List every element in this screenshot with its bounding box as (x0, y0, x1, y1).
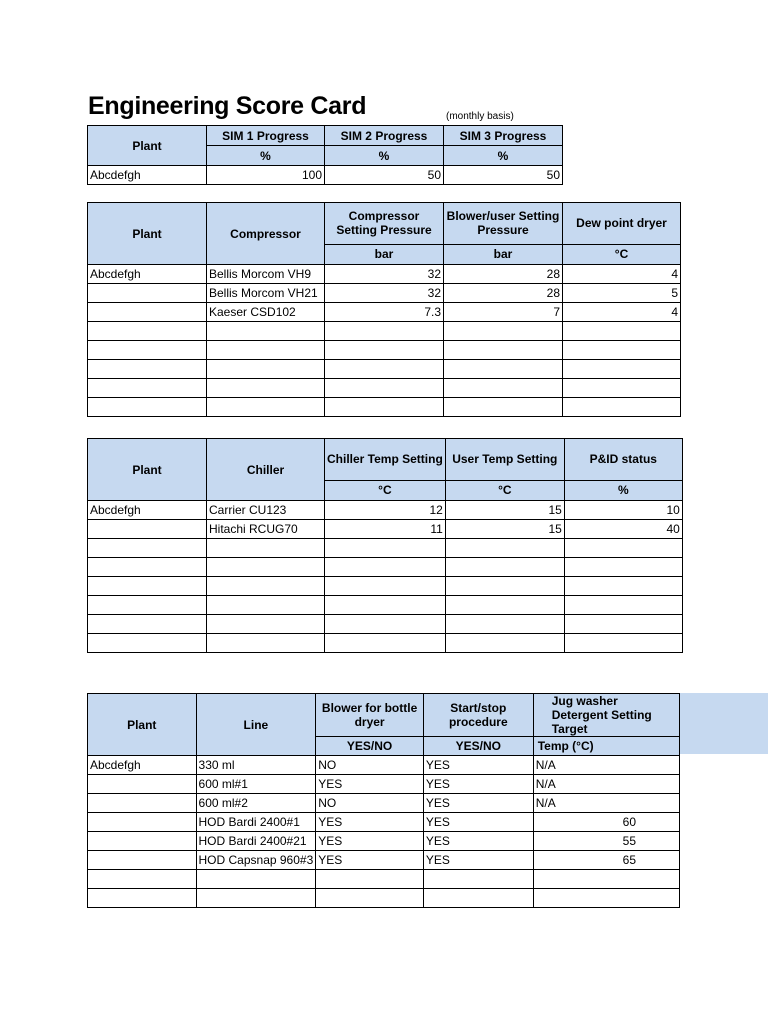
cell-value (533, 870, 679, 889)
table-row (88, 596, 683, 615)
table-row (88, 775, 680, 794)
header-user-temp: User Temp Setting (445, 439, 564, 481)
table-row (88, 851, 680, 870)
header-plant: Plant (88, 126, 207, 166)
cell-value (444, 360, 563, 379)
cell-value: 32 (325, 284, 444, 303)
cell-value: 50 (325, 166, 444, 185)
cell-value (325, 615, 446, 634)
cell-value (325, 596, 446, 615)
cell-value: NO (316, 794, 424, 813)
cell-item (207, 398, 325, 417)
cell-plant (88, 615, 207, 634)
header-blower-setting: Blower/user Setting Pressure (444, 203, 563, 245)
cell-value (445, 634, 564, 653)
cell-plant (88, 596, 207, 615)
unit-cell: % (325, 146, 444, 166)
cell-value: 12 (325, 501, 446, 520)
cell-value: 55 (533, 832, 679, 851)
cell-value: YES (423, 775, 533, 794)
header-pid-status: P&ID status (564, 439, 682, 481)
cell-plant (88, 341, 207, 360)
cell-plant (88, 520, 207, 539)
cell-value (444, 341, 563, 360)
cell-item: Bellis Morcom VH21 (207, 284, 325, 303)
unit-cell: % (444, 146, 563, 166)
cell-value: 11 (325, 520, 446, 539)
cell-plant (88, 794, 197, 813)
compressor-table (87, 202, 681, 417)
cell-value (564, 539, 682, 558)
header-plant: Plant (88, 694, 197, 756)
cell-value (445, 596, 564, 615)
cell-value (325, 360, 444, 379)
cell-plant (88, 360, 207, 379)
table-row (88, 813, 680, 832)
unit-cell: % (207, 146, 325, 166)
header-start-stop: Start/stop procedure (423, 694, 533, 737)
cell-value: N/A (533, 756, 679, 775)
cell-value (325, 558, 446, 577)
unit-cell: bar (325, 244, 444, 264)
cell-value (445, 615, 564, 634)
table-row (88, 634, 683, 653)
cell-item: 600 ml#2 (196, 794, 316, 813)
cell-value (564, 558, 682, 577)
table-row (88, 794, 680, 813)
page-title: Engineering Score Card (88, 92, 367, 120)
table-row (88, 166, 563, 185)
cell-item (196, 889, 316, 908)
cell-value (564, 577, 682, 596)
cell-item: Carrier CU123 (207, 501, 325, 520)
cell-item (207, 322, 325, 341)
cell-value: 32 (325, 265, 444, 284)
table-row (88, 832, 680, 851)
cell-plant: Abcdefgh (88, 265, 207, 284)
cell-item: Hitachi RCUG70 (207, 520, 325, 539)
header-plant: Plant (88, 203, 207, 265)
cell-item (207, 360, 325, 379)
cell-value (564, 634, 682, 653)
cell-plant (88, 889, 197, 908)
header-sim1: SIM 1 Progress (207, 126, 325, 146)
table-row (88, 341, 681, 360)
table-row (88, 520, 683, 539)
header-compressor-setting: Compressor Setting Pressure (325, 203, 444, 245)
cell-plant (88, 539, 207, 558)
cell-plant (88, 379, 207, 398)
table-row (88, 539, 683, 558)
cell-value: 5 (563, 284, 681, 303)
line-table (87, 693, 680, 908)
cell-item: Bellis Morcom VH9 (207, 265, 325, 284)
cell-value (325, 577, 446, 596)
cell-value (563, 322, 681, 341)
cell-value: NO (316, 756, 424, 775)
cell-value (444, 379, 563, 398)
cell-item (207, 379, 325, 398)
table-row (88, 303, 681, 322)
cell-plant (88, 322, 207, 341)
table-row (88, 577, 683, 596)
unit-cell: Temp (°C) (533, 737, 679, 756)
cell-value (325, 539, 446, 558)
overflow-header-cell (680, 693, 768, 754)
cell-value (564, 615, 682, 634)
table-row (88, 398, 681, 417)
cell-plant (88, 813, 197, 832)
cell-value: 100 (207, 166, 325, 185)
cell-value: YES (316, 851, 424, 870)
cell-value (316, 870, 424, 889)
cell-plant (88, 284, 207, 303)
table-row (88, 615, 683, 634)
unit-cell: YES/NO (316, 737, 424, 756)
cell-value (423, 870, 533, 889)
cell-value: 28 (444, 284, 563, 303)
table-row (88, 265, 681, 284)
cell-item (207, 615, 325, 634)
chiller-table (87, 438, 683, 653)
cell-value: 28 (444, 265, 563, 284)
cell-value (444, 398, 563, 417)
cell-plant (88, 398, 207, 417)
cell-plant (88, 832, 197, 851)
cell-item (207, 341, 325, 360)
cell-value (445, 539, 564, 558)
cell-value: YES (423, 813, 533, 832)
cell-value: YES (423, 794, 533, 813)
cell-value (563, 379, 681, 398)
cell-plant: Abcdefgh (88, 501, 207, 520)
cell-value (325, 379, 444, 398)
cell-value: YES (316, 832, 424, 851)
table-row (88, 889, 680, 908)
cell-plant (88, 577, 207, 596)
period-note: (monthly basis) (446, 111, 514, 122)
unit-cell: °C (563, 244, 681, 264)
cell-plant (88, 634, 207, 653)
cell-value: YES (316, 775, 424, 794)
table-row (88, 360, 681, 379)
table-row (88, 870, 680, 889)
table-row (88, 379, 681, 398)
table-row (88, 558, 683, 577)
table-row (88, 284, 681, 303)
header-chiller-temp: Chiller Temp Setting (325, 439, 446, 481)
header-dew-point: Dew point dryer (563, 203, 681, 245)
cell-value (564, 596, 682, 615)
header-blower-bottle-dryer: Blower for bottle dryer (316, 694, 424, 737)
cell-value: 7 (444, 303, 563, 322)
cell-item (207, 539, 325, 558)
cell-plant (88, 303, 207, 322)
cell-value: 15 (445, 501, 564, 520)
cell-value: YES (316, 813, 424, 832)
cell-value: 4 (563, 265, 681, 284)
cell-value: 15 (445, 520, 564, 539)
cell-value (563, 360, 681, 379)
cell-value (445, 558, 564, 577)
cell-item: HOD Bardi 2400#21 (196, 832, 316, 851)
table-row (88, 322, 681, 341)
cell-item (207, 558, 325, 577)
cell-plant: Abcdefgh (88, 756, 197, 775)
header-jug-washer: Jug washer Detergent Setting Target (533, 694, 679, 737)
header-compressor: Compressor (207, 203, 325, 265)
cell-plant (88, 775, 197, 794)
header-sim3: SIM 3 Progress (444, 126, 563, 146)
header-plant: Plant (88, 439, 207, 501)
cell-plant: Abcdefgh (88, 166, 207, 185)
cell-value (533, 889, 679, 908)
cell-item (196, 870, 316, 889)
cell-value: N/A (533, 775, 679, 794)
cell-value (325, 398, 444, 417)
cell-plant (88, 851, 197, 870)
line-table-viewport (87, 693, 680, 911)
header-chiller: Chiller (207, 439, 325, 501)
cell-value (325, 634, 446, 653)
cell-plant (88, 870, 197, 889)
cell-item (207, 577, 325, 596)
cell-value: 7.3 (325, 303, 444, 322)
cell-item (207, 596, 325, 615)
header-sim2: SIM 2 Progress (325, 126, 444, 146)
cell-value (563, 341, 681, 360)
cell-value: YES (423, 756, 533, 775)
cell-value (325, 341, 444, 360)
cell-item: Kaeser CSD102 (207, 303, 325, 322)
table-row (88, 501, 683, 520)
cell-item: HOD Bardi 2400#1 (196, 813, 316, 832)
unit-cell: °C (445, 480, 564, 500)
cell-value (325, 322, 444, 341)
table-row (88, 756, 680, 775)
cell-value: YES (423, 851, 533, 870)
cell-plant (88, 558, 207, 577)
cell-value: 4 (563, 303, 681, 322)
cell-value: 50 (444, 166, 563, 185)
cell-value (423, 889, 533, 908)
cell-value: 65 (533, 851, 679, 870)
unit-cell: °C (325, 480, 446, 500)
cell-value: YES (423, 832, 533, 851)
cell-value (563, 398, 681, 417)
cell-item: 330 ml (196, 756, 316, 775)
cell-item: HOD Capsnap 960#3 (196, 851, 316, 870)
cell-value: 60 (533, 813, 679, 832)
sim-progress-table (87, 125, 563, 185)
cell-item: 600 ml#1 (196, 775, 316, 794)
unit-cell: YES/NO (423, 737, 533, 756)
cell-item (207, 634, 325, 653)
cell-value: 40 (564, 520, 682, 539)
unit-cell: % (564, 480, 682, 500)
header-line: Line (196, 694, 316, 756)
cell-value: 10 (564, 501, 682, 520)
cell-value (316, 889, 424, 908)
unit-cell: bar (444, 244, 563, 264)
cell-value: N/A (533, 794, 679, 813)
cell-value (445, 577, 564, 596)
cell-value (444, 322, 563, 341)
